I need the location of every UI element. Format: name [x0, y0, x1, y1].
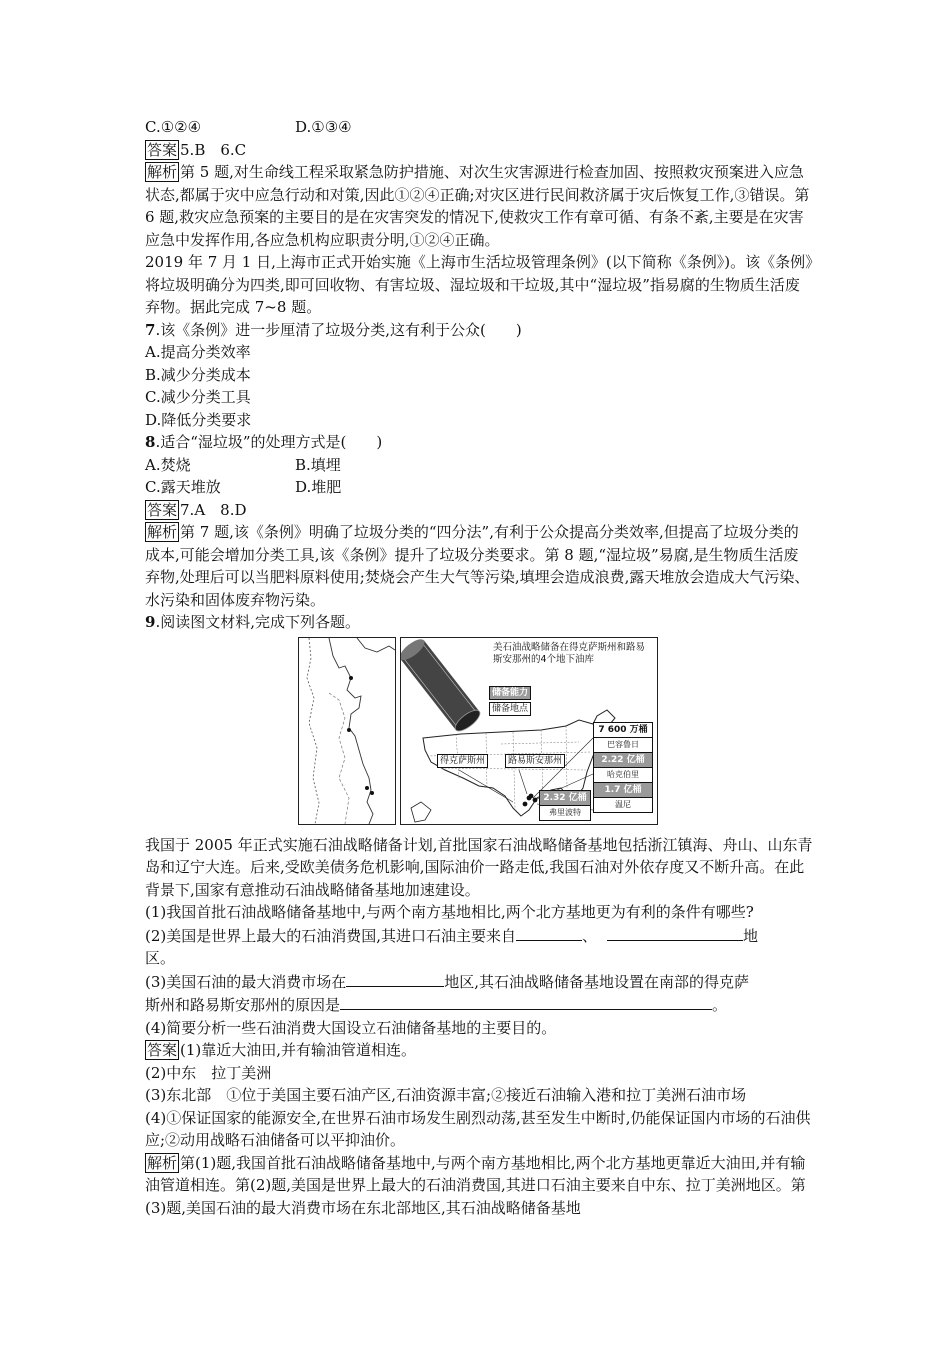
subquestion-2	[145, 924, 813, 948]
reserve-site-freeport	[539, 790, 591, 821]
subquestion-4: (4)简要分析一些石油消费大国设立石油储备基地的主要目的。	[145, 1018, 557, 1037]
document-page	[145, 116, 813, 1219]
answer-text: (1)靠近大油田,并有输油管道相连。	[180, 1041, 417, 1059]
site-name: 弗里波特	[540, 806, 590, 820]
question-9	[145, 611, 813, 634]
us-reserve-map	[400, 637, 658, 825]
material-paragraph: 我国于 2005 年正式实施石油战略储备计划,首批国家石油战略储备基地包括浙江镇海、舟山、山东青岛和辽宁大连。后来,受欧美债务危机影响,国际油价一路走低,我国石油对外依存度又不断升高。在此背景下,国家有意推动石油战略储备基地加速建设。	[145, 835, 813, 899]
subquestion-3	[145, 970, 813, 994]
site-capacity: 2.22 亿桶	[594, 753, 652, 768]
subquestion-text: 地区,其石油战略储备基地设置在南部的得克萨	[444, 972, 750, 991]
option-d: D.①③④	[295, 118, 352, 136]
answer-block	[145, 139, 813, 162]
legend-site: 储备地点	[489, 702, 531, 716]
figure-caption: 美石油战略储备在得克萨斯州和路易斯安那州的4个地下油库	[493, 641, 646, 665]
answer-text: 5.B 6.C	[180, 140, 247, 159]
option-d: D.堆肥	[295, 478, 342, 496]
explanation-text: 第 5 题,对生命线工程采取紧急防护措施、对次生灾害源进行检查加固、按照救灾预案进入应急状态,都属于灾中应急行动和对策,因此①②④正确;对灾区进行民间救济属于灾后恢复工作,③错误。第 6 题,救灾应急预案的主要目的是在灾害突发的情况下,使救灾工作有章可循、有条不紊,主要是在灾害应急中发挥作用,各应急机构应职责分明,①②④正确。	[145, 163, 810, 249]
site-name: 温尼	[594, 798, 652, 812]
answer-2: (2)中东 拉丁美洲	[145, 1063, 272, 1082]
question-number: 7	[145, 320, 156, 339]
china-coast-map	[298, 637, 396, 825]
subquestion-text: (2)美国是世界上最大的石油消费国,其进口石油主要来自	[145, 926, 517, 945]
answer-blank[interactable]	[346, 970, 444, 987]
answer-blank[interactable]	[607, 924, 743, 941]
options-row	[145, 454, 813, 477]
legend-capacity: 储备能力	[489, 686, 531, 700]
explanation-block	[145, 521, 813, 611]
subquestion-3-cont	[145, 993, 813, 1017]
question-text: .阅读图文材料,完成下列各题。	[155, 613, 360, 631]
question-8	[145, 431, 813, 454]
figure	[145, 636, 813, 832]
answer-tag: 答案	[147, 140, 178, 159]
answer-tag: 答案	[147, 500, 178, 519]
site-name: 巴容鲁日	[594, 738, 652, 753]
option-a: A.提高分类效率	[145, 343, 251, 361]
site-capacity: 2.32 亿桶	[540, 791, 590, 806]
option-a: A.焚烧	[145, 455, 191, 474]
explanation-block	[145, 1152, 813, 1220]
options-row	[145, 116, 813, 139]
option-c: C.减少分类工具	[145, 388, 251, 406]
answer-blank[interactable]	[340, 993, 712, 1010]
explanation-tag: 解析	[147, 163, 178, 181]
question-number: 8	[145, 433, 156, 451]
option-c: C.①②④	[145, 118, 202, 136]
question-7	[145, 319, 813, 342]
china-map-drawing	[299, 638, 395, 824]
explanation-block	[145, 161, 813, 251]
options-row	[145, 476, 813, 499]
subquestion-1: (1)我国首批石油战略储备基地中,与两个南方基地相比,两个北方基地更为有利的条件有哪些?	[145, 903, 754, 921]
answer-text: 7.A 8.D	[180, 500, 247, 519]
answer-block	[145, 499, 813, 522]
label-texas: 得克萨斯州	[437, 754, 488, 768]
subquestion-text: 地	[743, 926, 759, 945]
explanation-text: 第 7 题,该《条例》明确了垃圾分类的“四分法”,有利于公众提高分类效率,但提高了垃圾分类的成本,可能会增加分类工具,该《条例》提升了垃圾分类要求。第 8 题,“湿垃圾”易腐,是生物质生活废弃物,处理后可以当肥料原料使用;焚烧会产生大气等污染,填埋会造成浪费,露天堆放会造成大气污染、水污染和固体废弃物污染。	[145, 523, 810, 609]
answer-blank[interactable]	[516, 924, 582, 941]
answer-4: (4)①保证国家的能源安全,在世界石油市场发生剧烈动荡,甚至发生中断时,仍能保证国内市场的石油供应;②动用战略石油储备可以平抑油价。	[145, 1108, 811, 1149]
label-louisiana: 路易斯安那州	[505, 754, 565, 768]
period: 。	[712, 996, 728, 1014]
option-b: B.减少分类成本	[145, 365, 251, 384]
subquestion-text: 斯州和路易斯安那州的原因是	[145, 996, 341, 1014]
separator: 、	[582, 926, 598, 945]
site-capacity: 1.7 亿桶	[594, 783, 652, 798]
site-capacity: 7 600 万桶	[594, 723, 652, 738]
option-b: B.填埋	[295, 455, 341, 474]
answer-tag: 答案	[147, 1041, 178, 1059]
option-d: D.降低分类要求	[145, 410, 252, 429]
intro-paragraph: 2019 年 7 月 1 日,上海市正式开始实施《上海市生活垃圾管理条例》(以下简称《条例》)。该《条例》将垃圾明确分为四类,即可回收物、有害垃圾、湿垃圾和干垃圾,其中“湿垃圾”指易腐的生物质生活废弃物。据此完成 7~8 题。	[145, 253, 813, 316]
question-text: .该《条例》进一步厘清了垃圾分类,这有利于公众( )	[155, 320, 522, 339]
reserve-site-list	[593, 722, 653, 813]
answer-block	[145, 1039, 813, 1062]
answer-3: (3)东北部 ①位于美国主要石油产区,石油资源丰富;②接近石油输入港和拉丁美洲石油市场	[145, 1086, 747, 1104]
option-c: C.露天堆放	[145, 478, 221, 496]
site-name: 哈克伯里	[594, 768, 652, 783]
subquestion-text: (3)美国石油的最大消费市场在	[145, 972, 347, 991]
subquestion-2-end: 区。	[145, 949, 176, 967]
explanation-tag: 解析	[147, 1153, 178, 1172]
question-text: .适合“湿垃圾”的处理方式是( )	[155, 433, 383, 451]
explanation-tag: 解析	[147, 523, 178, 541]
question-number: 9	[145, 613, 156, 631]
explanation-text: 第(1)题,我国首批石油战略储备基地中,与两个南方基地相比,两个北方基地更靠近大油田,并有输油管道相连。第(2)题,美国是世界上最大的石油消费国,其进口石油主要来自中东、拉丁美洲地区。第(3)题,美国石油的最大消费市场在东北部地区,其石油战略储备基地	[145, 1153, 806, 1217]
